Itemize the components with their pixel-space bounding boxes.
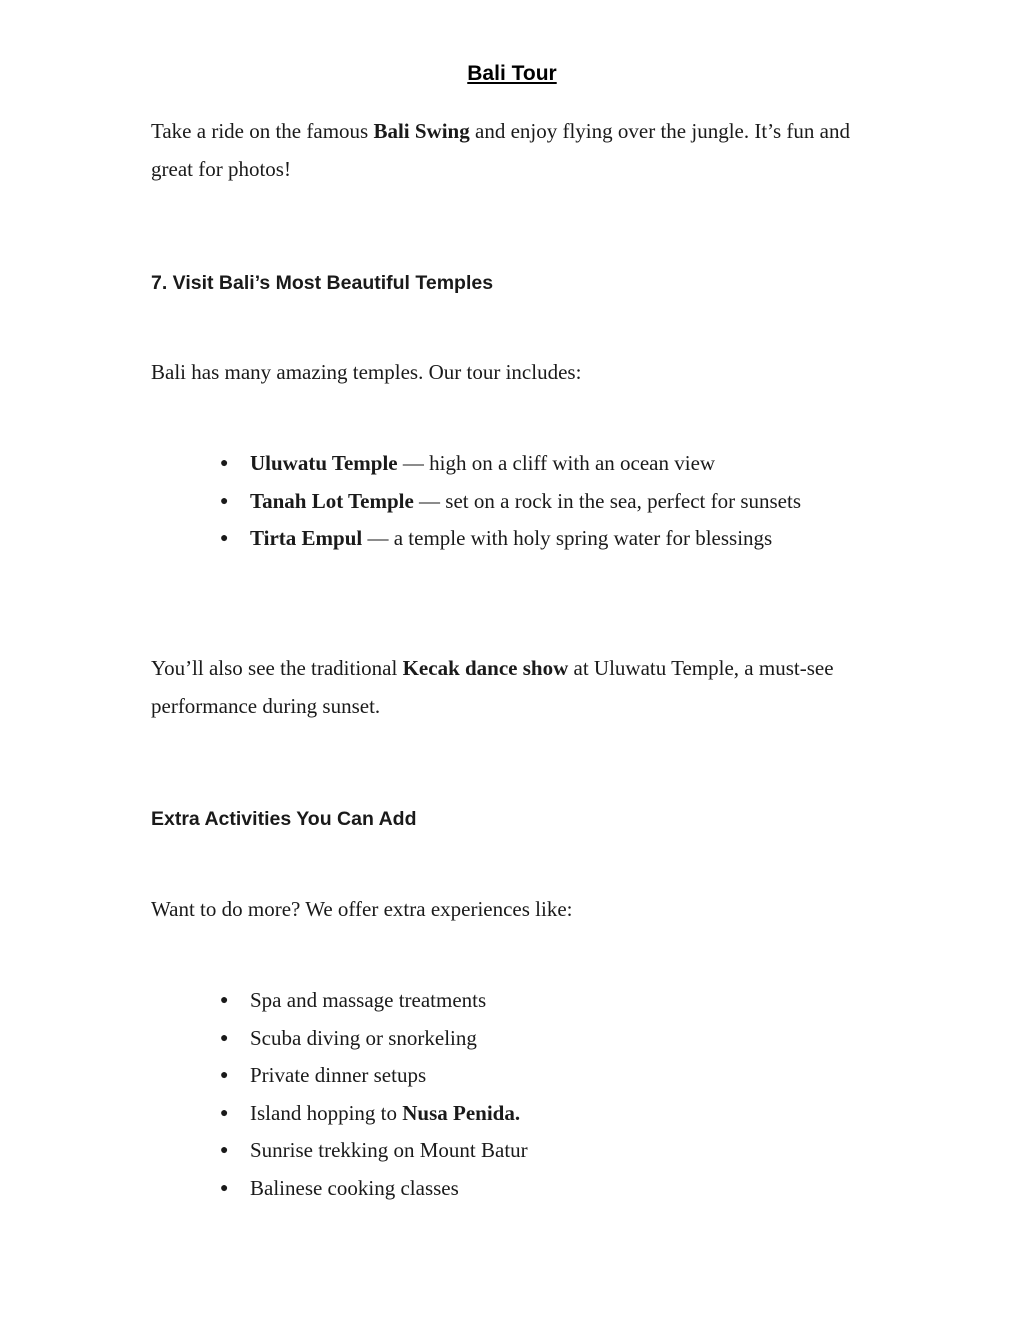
section-heading-extras: Extra Activities You Can Add [151,808,417,830]
activity-bold-nusa-penida: Nusa Penida. [402,1100,521,1125]
activity-text: Scuba diving or snorkeling [250,1025,477,1050]
temple-name: Tirta Empul [250,526,363,550]
bullet-icon: ● [220,1180,229,1196]
list-item [220,1057,870,1095]
list-item [220,1132,870,1170]
list-item [220,445,870,483]
kecak-text-end: at Uluwatu Temple, a must-see performance during sunset. [151,656,834,718]
extras-list [220,982,870,1207]
intro-paragraph [151,113,891,188]
list-item [220,520,870,558]
kecak-paragraph [151,650,871,725]
list-item [220,1020,870,1058]
bullet-icon: ● [220,1068,229,1083]
extras-lead-paragraph: Want to do more? We offer extra experiences like: [151,897,573,921]
temple-description: — set on a rock in the sea, perfect for sunsets [413,488,802,513]
bullet-icon: ● [220,1030,229,1046]
activity-text: Spa and massage treatments [250,988,487,1012]
activity-text: Balinese cooking classes [250,1175,459,1200]
activity-text: Island hopping to [250,1100,403,1125]
intro-text-end: and enjoy flying over the jungle. It’s fun and great for photos! [151,119,850,181]
temples-list [220,445,870,558]
list-item [220,1095,870,1133]
list-item [220,1170,870,1208]
activity-text: Private dinner setups [250,1063,427,1087]
bullet-icon: ● [220,456,229,471]
temple-description: — high on a cliff with an ocean view [397,451,716,475]
list-item [220,982,870,1020]
bullet-icon: ● [220,1105,229,1121]
page-title: Bali Tour [467,62,557,85]
activity-text: Sunrise trekking on Mount Batur [250,1138,528,1162]
bullet-icon: ● [220,993,229,1008]
temple-name: Tanah Lot Temple [250,488,414,513]
kecak-text-start: You’ll also see the traditional [151,656,403,680]
intro-bold-bali-swing: Bali Swing [373,119,470,143]
temples-lead-paragraph: Bali has many amazing temples. Our tour includes: [151,360,582,384]
intro-text-start: Take a ride on the famous [151,119,374,143]
temple-description: — a temple with holy spring water for blessings [362,526,773,550]
bullet-icon: ● [220,493,229,509]
kecak-bold: Kecak dance show [402,656,569,680]
temple-name: Uluwatu Temple [250,451,398,475]
bullet-icon: ● [220,531,229,546]
bullet-icon: ● [220,1143,229,1158]
list-item [220,483,870,521]
section-heading-temples: 7. Visit Bali’s Most Beautiful Temples [151,272,494,294]
